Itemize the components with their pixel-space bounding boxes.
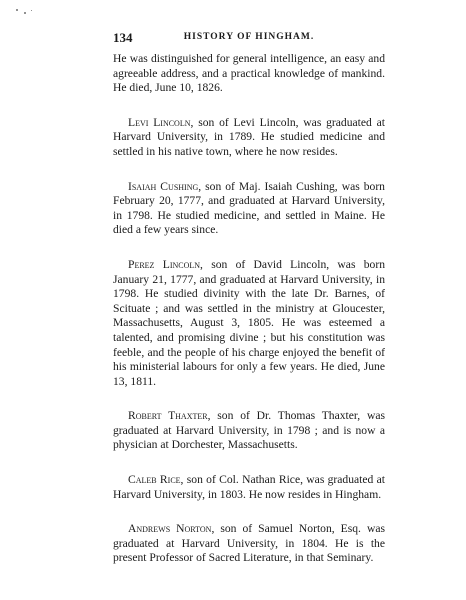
- ink-speck: [16, 9, 18, 11]
- person-name: Levi Lincoln,: [128, 115, 194, 129]
- person-name: Robert Thaxter,: [128, 409, 211, 423]
- paragraph-text: son of David Lincoln, was born January 21, 1777, and graduated at Harvard University, in 1798. He studied divinity with the late Dr. Barnes, of Scituate ; and was settled in the ministry at Gloucester, Massachusetts, August 3, 1805. He was esteemed a talented, and promising divine ; but his constitution was feeble, and the people of his charge enjoyed the benefit of his ministerial labours for only a few years. He died, June 13, 1811.: [113, 257, 385, 388]
- ink-speck: [31, 10, 32, 11]
- paragraph-perez-lincoln: [113, 258, 385, 389]
- paragraph-levi-lincoln: [113, 116, 385, 160]
- person-name: Caleb Rice,: [128, 473, 184, 487]
- paragraph-text: son of Dr. Thomas Thaxter, was graduated at Harvard University, in 1798 ; and is now a physician at Dorchester, Massachusetts.: [113, 409, 386, 452]
- paragraph-text: son of Levi Lincoln, was graduated at Harvard University, in 1789. He studied medicine and settled in his native town, where he now resides.: [113, 115, 385, 158]
- paragraph-continuation: [113, 52, 385, 96]
- paragraph-text: son of Samuel Norton, Esq. was graduated at Harvard University, in 1804. He is the present Professor of Sacred Literature, in that Seminary.: [113, 522, 385, 565]
- page-number: 134: [113, 30, 133, 45]
- paragraph-text: He was distinguished for general intelligence, an easy and agreeable address, and a practical knowledge of mankind. He died, June 10, 1826.: [113, 52, 385, 95]
- page-header: [113, 30, 385, 46]
- body-text: [113, 52, 385, 586]
- paragraph-andrews-norton: [113, 522, 385, 566]
- person-name: Andrews Norton,: [128, 522, 215, 536]
- paragraph-caleb-rice: [113, 473, 385, 502]
- paragraph-text: son of Maj. Isaiah Cushing, was born February 20, 1777, and graduated at Harvard University, in 1798. He studied medicine, and settled in Maine. He died a few years since.: [113, 179, 385, 237]
- running-head: HISTORY OF HINGHAM.: [183, 32, 315, 42]
- ink-speck: [24, 12, 26, 14]
- paragraph-text: son of Col. Nathan Rice, was graduated at Harvard University, in 1803. He now resides in Hingham.: [113, 473, 386, 501]
- person-name: Perez Lincoln,: [128, 257, 203, 271]
- person-name: Isaiah Cushing,: [128, 179, 202, 193]
- paragraph-isaiah-cushing: [113, 180, 385, 238]
- paragraph-robert-thaxter: [113, 409, 385, 453]
